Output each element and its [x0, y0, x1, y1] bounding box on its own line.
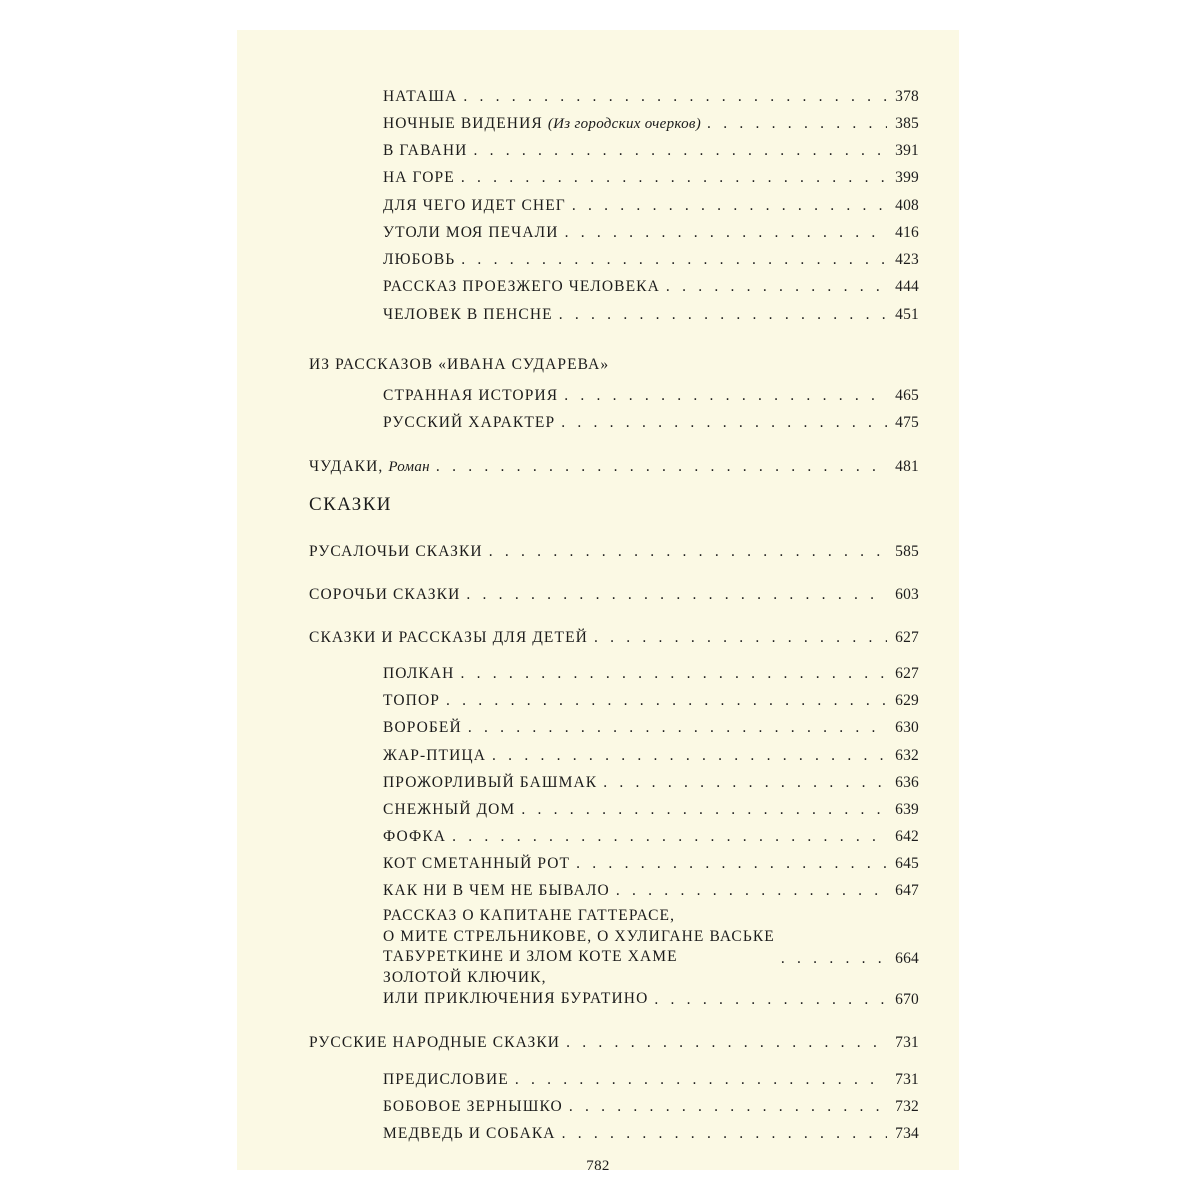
toc-entry — [383, 906, 919, 968]
toc-entry-page: 408 — [895, 197, 919, 214]
leader-dots — [463, 87, 887, 106]
toc-entry — [383, 773, 919, 792]
leader-dots — [666, 277, 887, 296]
toc-entry-title: НАТАША — [383, 88, 458, 105]
toc-entry — [383, 968, 919, 1009]
toc-entry — [383, 691, 919, 710]
toc-entry — [383, 854, 919, 873]
toc-entry-title: БОБОВОЕ ЗЕРНЫШКО — [383, 1098, 563, 1115]
leader-dots — [572, 196, 887, 215]
toc-entry-page: 670 — [895, 991, 919, 1008]
leader-dots — [452, 827, 887, 846]
leader-dots — [436, 457, 887, 476]
leader-dots — [654, 990, 887, 1009]
toc-entry-page: 391 — [895, 142, 919, 159]
toc-entry-page: 627 — [895, 665, 919, 682]
toc-entry — [383, 881, 919, 900]
toc-entry-title: МЕДВЕДЬ И СОБАКА — [383, 1125, 556, 1142]
toc-entry-page: 645 — [895, 855, 919, 872]
toc-entry-page: 731 — [895, 1071, 919, 1088]
toc-entry-title: ПОЛКАН — [383, 665, 455, 682]
leader-dots — [468, 718, 887, 737]
leader-dots — [707, 114, 887, 133]
leader-dots — [461, 250, 887, 269]
toc-entry-page: 385 — [895, 115, 919, 132]
leader-dots — [616, 881, 887, 900]
leader-dots — [446, 691, 887, 710]
toc-entry-title: ПРЕДИСЛОВИЕ — [383, 1071, 509, 1088]
toc-entry-page: 731 — [895, 1034, 919, 1051]
leader-dots — [781, 949, 887, 968]
toc-entry-title: ЧЕЛОВЕК В ПЕНСНЕ — [383, 306, 553, 323]
toc-entry — [309, 585, 919, 604]
leader-dots — [576, 854, 887, 873]
leader-dots — [460, 664, 887, 683]
leader-dots — [603, 773, 887, 792]
toc-entry-title: РУССКИЕ НАРОДНЫЕ СКАЗКИ — [309, 1034, 561, 1051]
toc-entry-page: 451 — [895, 306, 919, 323]
toc-entry — [309, 542, 919, 561]
toc-entry — [309, 628, 919, 647]
toc-entry-page: 416 — [895, 224, 919, 241]
toc-entry-line: ИЛИ ПРИКЛЮЧЕНИЯ БУРАТИНО — [383, 989, 649, 1007]
toc-entry — [383, 746, 919, 765]
leader-dots — [565, 223, 887, 242]
leader-dots — [594, 628, 887, 647]
toc-entry-title: ИЗ РАССКАЗОВ «ИВАНА СУДАРЕВА» — [309, 356, 610, 373]
toc-entry-title: РАССКАЗ ПРОЕЗЖЕГО ЧЕЛОВЕКА — [383, 278, 660, 295]
toc-entry-title-main: НОЧНЫЕ ВИДЕНИЯ — [383, 115, 543, 132]
toc-entry — [383, 386, 919, 405]
toc-entry-page: 444 — [895, 278, 919, 295]
toc-entry — [383, 800, 919, 819]
toc-entry-page: 585 — [895, 543, 919, 560]
toc-entry — [309, 457, 919, 477]
toc-entry-title — [383, 114, 701, 134]
toc-entry — [383, 141, 919, 160]
toc-entry-title: ПРОЖОРЛИВЫЙ БАШМАК — [383, 774, 598, 791]
toc-entry-page: 732 — [895, 1098, 919, 1115]
toc-entry-title — [383, 906, 775, 968]
toc-entry-page: 734 — [895, 1125, 919, 1142]
leader-dots — [559, 305, 887, 324]
toc-entry-title: УТОЛИ МОЯ ПЕЧАЛИ — [383, 224, 559, 241]
leader-dots — [521, 800, 887, 819]
leader-dots — [564, 386, 887, 405]
toc-entry-title: СКАЗКИ И РАССКАЗЫ ДЛЯ ДЕТЕЙ — [309, 629, 588, 646]
toc-entry-page: 642 — [895, 828, 919, 845]
toc-entry-page: 627 — [895, 629, 919, 646]
toc-entry — [383, 168, 919, 187]
leader-dots — [566, 1033, 887, 1052]
toc-entry-title-main: ЧУДАКИ — [309, 458, 379, 475]
toc-entry-subtitle: (Из городских очерков) — [547, 116, 702, 132]
toc-entry-title: НА ГОРЕ — [383, 169, 455, 186]
toc-entry-title: ФОФКА — [383, 828, 447, 845]
toc-entry-title: СОРОЧЬИ СКАЗКИ — [309, 586, 461, 603]
toc-entry-title: ТОПОР — [383, 692, 440, 709]
leader-dots — [489, 542, 887, 561]
toc-entry — [383, 277, 919, 296]
toc-group-heading — [309, 355, 919, 374]
toc-entry — [383, 223, 919, 242]
toc-entry — [383, 718, 919, 737]
toc-entry — [383, 196, 919, 215]
toc-entry-page: 475 — [895, 414, 919, 431]
toc-entry-title: ДЛЯ ЧЕГО ИДЕТ СНЕГ — [383, 197, 566, 214]
toc-entry-line: РАССКАЗ О КАПИТАНЕ ГАТТЕРАСЕ, — [383, 907, 676, 924]
leader-dots — [492, 746, 887, 765]
toc-entry-page: 378 — [895, 88, 919, 105]
toc-entry-page: 629 — [895, 692, 919, 709]
toc-entry — [383, 250, 919, 269]
leader-dots — [466, 585, 887, 604]
leader-dots — [562, 1124, 887, 1143]
toc-entry-title: В ГАВАНИ — [383, 142, 468, 159]
toc-entry-page: 399 — [895, 169, 919, 186]
page-number: 782 — [586, 1158, 610, 1174]
leader-dots — [515, 1070, 887, 1089]
toc-entry-title: РУСАЛОЧЬИ СКАЗКИ — [309, 543, 483, 560]
toc-entry-title: РУССКИЙ ХАРАКТЕР — [383, 414, 556, 431]
toc-entry-line: ЗОЛОТОЙ КЛЮЧИК, — [383, 969, 547, 986]
toc-entry-title: ЖАР-ПТИЦА — [383, 747, 487, 764]
toc-entry-page: 647 — [895, 882, 919, 899]
toc-entry — [383, 305, 919, 324]
toc-entry — [383, 664, 919, 683]
toc-entry — [383, 827, 919, 846]
toc-entry-page: 481 — [895, 458, 919, 475]
toc-entry-title: СТРАННАЯ ИСТОРИЯ — [383, 387, 559, 404]
toc-entry-title: ЧУДАКИ, Роман — [309, 458, 430, 475]
leader-dots — [561, 413, 887, 432]
toc-entry-page: 603 — [895, 586, 919, 603]
toc-entry-title: КАК НИ В ЧЕМ НЕ БЫВАЛО — [383, 882, 610, 899]
leader-dots — [461, 168, 887, 187]
toc-entry — [309, 1033, 919, 1052]
toc-entry — [383, 114, 919, 134]
toc-entry — [383, 1070, 919, 1089]
toc-entry — [383, 413, 919, 432]
leader-dots — [473, 141, 887, 160]
toc-entry-line: О МИТЕ СТРЕЛЬНИКОВЕ, О ХУЛИГАНЕ ВАСЬКЕ — [383, 927, 775, 945]
toc-entry — [383, 1097, 919, 1116]
toc-entry-page: 465 — [895, 387, 919, 404]
toc-entry-page: 636 — [895, 774, 919, 791]
toc-entry-page: 664 — [895, 949, 919, 967]
toc-entry-title: ЛЮБОВЬ — [383, 251, 456, 268]
toc-entry — [383, 1124, 919, 1143]
section-heading: СКАЗКИ — [309, 494, 392, 515]
toc-entry-title — [383, 968, 648, 1009]
toc-entry-page: 639 — [895, 801, 919, 818]
toc-entry-page: 423 — [895, 251, 919, 268]
leader-dots — [569, 1097, 887, 1116]
toc-entry-line: ТАБУРЕТКИНЕ И ЗЛОМ КОТЕ ХАМЕ — [383, 948, 678, 965]
toc-entry-title: КОТ СМЕТАННЫЙ РОТ — [383, 855, 571, 872]
toc-entry-title: ВОРОБЕЙ — [383, 719, 462, 736]
toc-entry-page: 632 — [895, 747, 919, 764]
toc-entry-subtitle: Роман — [388, 459, 430, 475]
toc-entry — [383, 87, 919, 106]
book-page — [237, 30, 959, 1174]
toc-entry-title: СНЕЖНЫЙ ДОМ — [383, 801, 516, 818]
toc-entry-page: 630 — [895, 719, 919, 736]
